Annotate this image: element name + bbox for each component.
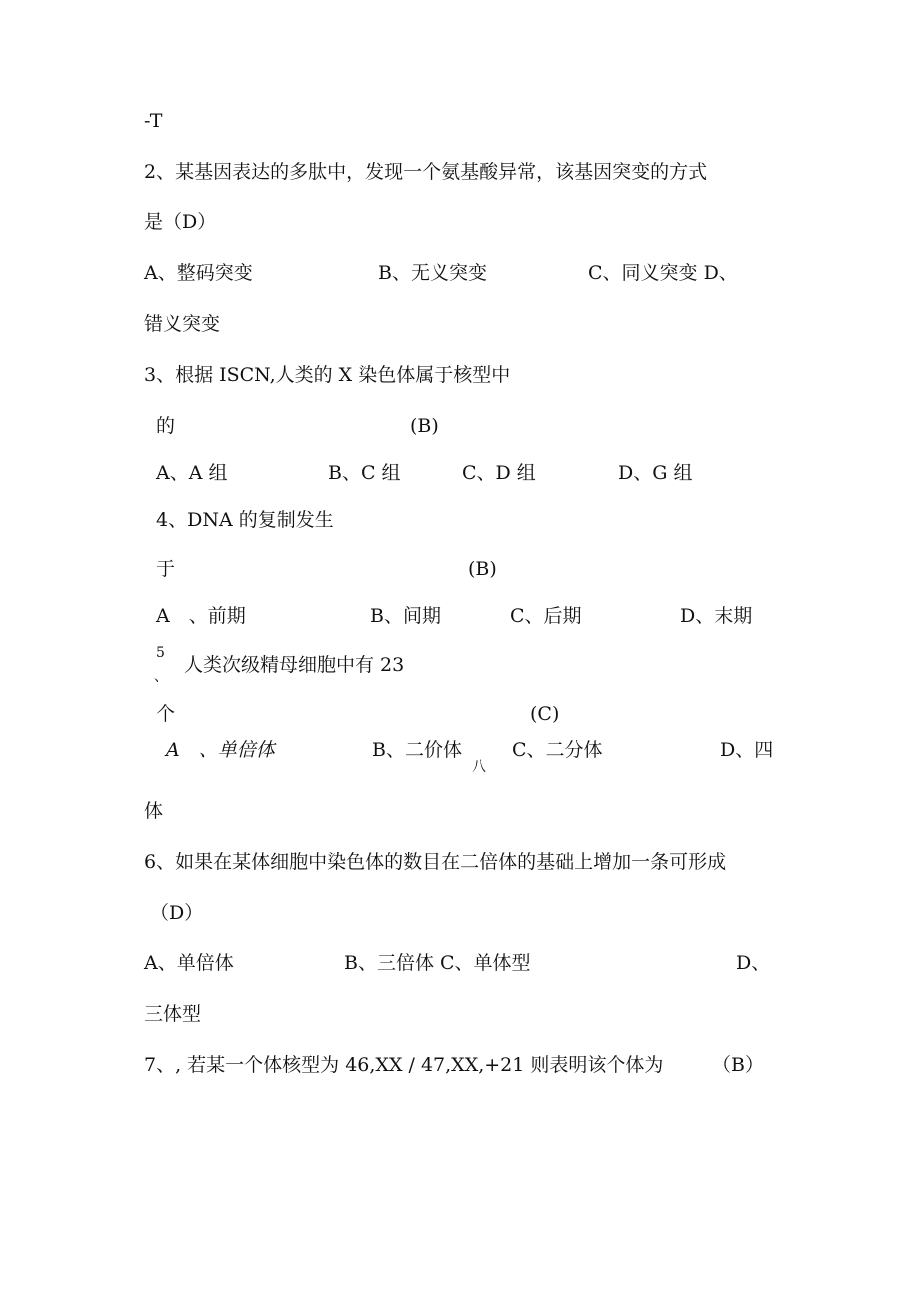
question-5-option-b: B、二价体 xyxy=(372,739,462,761)
question-5-option-d: D、四 xyxy=(720,739,774,761)
question-4-option-d: D、末期 xyxy=(680,605,753,627)
question-5-number: 5 xyxy=(156,645,165,661)
question-2-option-d-cont: 错义突变 xyxy=(144,313,221,335)
stray-mark: 八 xyxy=(472,759,486,775)
question-6-stem: 6、如果在某体细胞中染色体的数目在二倍体的基础上增加一条可形成 xyxy=(144,851,727,873)
question-2-option-b: B、无义突变 xyxy=(378,262,487,284)
question-3-option-d: D、G 组 xyxy=(618,462,693,484)
fragment-text: -T xyxy=(144,110,163,132)
question-2-option-c-d: C、同义突变 D、 xyxy=(588,262,738,284)
question-5-option-c: C、二分体 xyxy=(512,739,603,761)
question-6-option-d: D、 xyxy=(736,952,771,974)
question-4-option-b: B、间期 xyxy=(370,605,441,627)
question-3-option-c: C、D 组 xyxy=(462,462,536,484)
question-2-stem-cont: 是（D） xyxy=(144,211,217,233)
question-7-answer: （B） xyxy=(712,1054,764,1076)
question-3-answer: (B) xyxy=(410,415,439,437)
question-5-option-a: A 、单倍体 xyxy=(166,739,275,761)
question-5-stem-cont: 个 xyxy=(156,703,176,725)
question-4-stem-cont: 于 xyxy=(156,558,176,580)
question-6-option-a: A、单倍体 xyxy=(144,952,234,974)
question-6-option-b-c: B、三倍体 C、单体型 xyxy=(344,952,531,974)
question-2-option-a: A、整码突变 xyxy=(144,262,253,284)
question-6-option-d-cont: 三体型 xyxy=(144,1003,202,1025)
question-3-option-a: A、A 组 xyxy=(156,462,228,484)
question-5-answer: (C) xyxy=(530,703,560,725)
question-4-option-c: C、后期 xyxy=(510,605,582,627)
question-4-option-a: A 、前期 xyxy=(156,605,246,627)
question-3-stem: 3、根据 ISCN,人类的 X 染色体属于核型中 xyxy=(144,364,511,386)
question-6-answer: （D） xyxy=(150,902,204,924)
question-4-stem: 4、DNA 的复制发生 xyxy=(156,509,334,531)
question-7-stem: 7、, 若某一个体核型为 46,XX / 47,XX,+21 则表明该个体为 xyxy=(144,1054,664,1076)
question-2-stem: 2、某基因表达的多肽中，发现一个氨基酸异常，该基因突变的方式 xyxy=(144,161,708,183)
question-3-stem-cont: 的 xyxy=(156,415,176,437)
question-3-option-b: B、C 组 xyxy=(328,462,401,484)
question-5-option-d-cont: 体 xyxy=(144,800,164,822)
question-5-stem: 人类次级精母细胞中有 23 xyxy=(184,654,405,676)
question-5-separator: 、 xyxy=(154,669,168,685)
question-4-answer: (B) xyxy=(468,558,497,580)
